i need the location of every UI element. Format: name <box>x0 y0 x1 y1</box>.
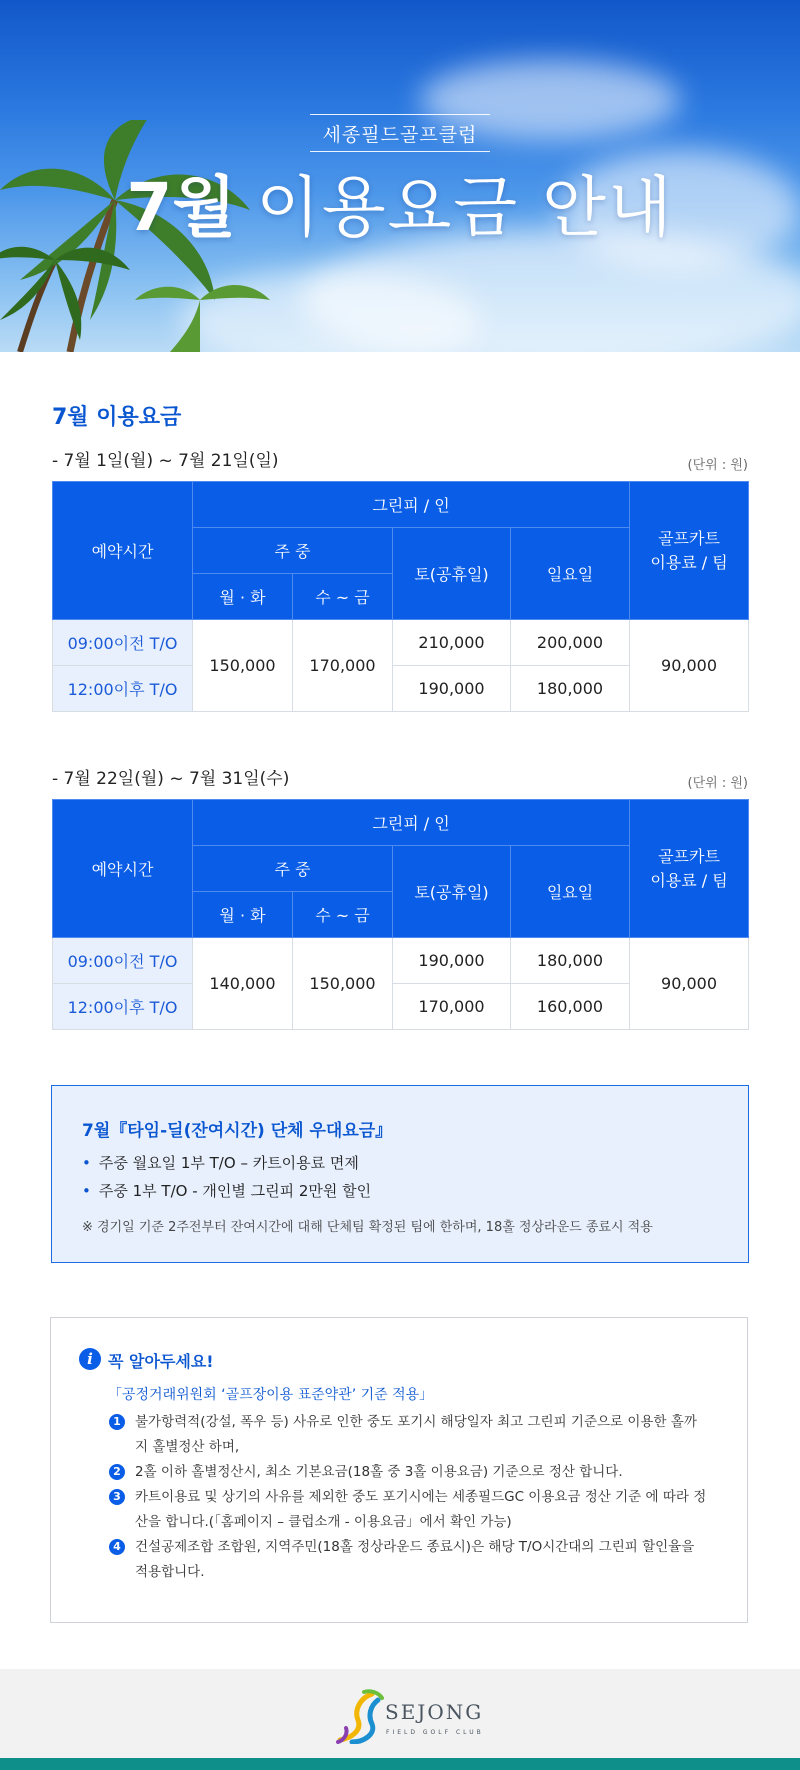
number-3-icon: 3 <box>109 1489 125 1505</box>
info-icon: i <box>79 1348 101 1370</box>
header-time: 예약시간 <box>53 800 193 938</box>
sun-price: 200,000 <box>511 620 630 666</box>
notice-subtitle: 「공정거래위원회 ‘골프장이용 표준약관’ 기준 적용」 <box>108 1387 434 1403</box>
promo-item-text: 주중 1부 T/O - 개인별 그린피 2만원 할인 <box>98 1182 372 1200</box>
header-weekday: 주 중 <box>193 846 393 892</box>
notice-item-text: 카트이용료 및 상기의 사유를 제외한 중도 포기시에는 세종필드GC 이용요금 정산 기준 에 따라 정산을 합니다.(「홈페이지 – 클럽소개 - 이용요금」에서 확인 가능) <box>135 1489 707 1530</box>
club-name: 세종필드골프클럽 <box>322 123 478 146</box>
cart-price: 90,000 <box>630 620 749 712</box>
header-weekday: 주 중 <box>193 528 393 574</box>
promo-title: 7월『타임-딜(잔여시간) 단체 우대요금』 <box>82 1121 393 1141</box>
wed-fri-price: 150,000 <box>293 938 393 1030</box>
sat-price: 190,000 <box>393 938 511 984</box>
table-row <box>53 620 749 666</box>
sun-price: 180,000 <box>511 666 630 712</box>
number-4-icon: 4 <box>109 1539 125 1555</box>
table-row <box>53 938 749 984</box>
sat-price: 170,000 <box>393 984 511 1030</box>
notice-item <box>109 1410 709 1460</box>
mon-tue-price: 150,000 <box>193 620 293 712</box>
title-month: 7월 <box>126 169 237 246</box>
header-greenfee: 그린피 / 인 <box>193 482 630 528</box>
bullet-icon: • <box>82 1182 91 1200</box>
time-cell: 09:00이전 T/O <box>53 938 193 984</box>
promo-item <box>82 1152 359 1173</box>
header-sat: 토(공휴일) <box>393 528 511 620</box>
sat-price: 210,000 <box>393 620 511 666</box>
bullet-icon: • <box>82 1154 91 1172</box>
sat-price: 190,000 <box>393 666 511 712</box>
price-table <box>52 481 749 712</box>
page-title <box>0 160 800 256</box>
mon-tue-price: 140,000 <box>193 938 293 1030</box>
unit-label: (단위 : 원) <box>687 458 748 473</box>
header-cart: 골프카트 이용료 / 팀 <box>630 482 749 620</box>
notice-item-text: 2홀 이하 홀별정산시, 최소 기본요금(18홀 중 3홀 이용요금) 기준으로 정산 합니다. <box>135 1464 623 1480</box>
header-time: 예약시간 <box>53 482 193 620</box>
title-text: 이용요금 안내 <box>256 169 674 246</box>
header-greenfee: 그린피 / 인 <box>193 800 630 846</box>
promo-note: ※ 경기일 기준 2주전부터 잔여시간에 대해 단체팀 확정된 팀에 한하며, 18홀 정상라운드 종료시 적용 <box>82 1220 653 1235</box>
time-cell: 09:00이전 T/O <box>53 620 193 666</box>
promo-box <box>51 1085 749 1263</box>
period-label: - 7월 22일(월) ~ 7월 31일(수) <box>52 769 290 789</box>
notice-item <box>109 1485 709 1535</box>
header-sat: 토(공휴일) <box>393 846 511 938</box>
notice-item-text: 불가항력적(강설, 폭우 등) 사유로 인한 중도 포기시 해당일자 최고 그린피 기준으로 이용한 홀까지 홀별정산 하며, <box>135 1414 697 1455</box>
hero-subtitle-frame <box>310 114 490 152</box>
promo-item-text: 주중 월요일 1부 T/O – 카트이용료 면제 <box>98 1154 359 1172</box>
logo-text: SEJONG <box>385 1700 484 1724</box>
footer-bar <box>0 1758 800 1770</box>
header-wed-fri: 수 ~ 금 <box>293 892 393 938</box>
cart-price: 90,000 <box>630 938 749 1030</box>
section-title: 7월 이용요금 <box>52 405 182 430</box>
notice-box <box>50 1317 748 1623</box>
notice-title: 꼭 알아두세요! <box>108 1352 214 1371</box>
number-2-icon: 2 <box>109 1464 125 1480</box>
wed-fri-price: 170,000 <box>293 620 393 712</box>
header-mon-tue: 월 · 화 <box>193 574 293 620</box>
sun-price: 180,000 <box>511 938 630 984</box>
logo-subtext: FIELD GOLF CLUB <box>386 1729 484 1736</box>
period-label: - 7월 1일(월) ~ 7월 21일(일) <box>52 451 279 471</box>
promo-item <box>82 1180 371 1201</box>
header-sun: 일요일 <box>511 846 630 938</box>
notice-item <box>109 1535 709 1585</box>
number-1-icon: 1 <box>109 1414 125 1430</box>
header-cart: 골프카트 이용료 / 팀 <box>630 800 749 938</box>
header-mon-tue: 월 · 화 <box>193 892 293 938</box>
unit-label: (단위 : 원) <box>687 776 748 791</box>
notice-item <box>109 1460 709 1485</box>
header-wed-fri: 수 ~ 금 <box>293 574 393 620</box>
time-cell: 12:00이후 T/O <box>53 984 193 1030</box>
price-table <box>52 799 749 1030</box>
time-cell: 12:00이후 T/O <box>53 666 193 712</box>
sun-price: 160,000 <box>511 984 630 1030</box>
notice-item-text: 건설공제조합 조합원, 지역주민(18홀 정상라운드 종료시)은 해당 T/O시간대의 그린피 할인율을 적용합니다. <box>135 1539 695 1580</box>
hero-banner <box>0 0 800 352</box>
header-sun: 일요일 <box>511 528 630 620</box>
